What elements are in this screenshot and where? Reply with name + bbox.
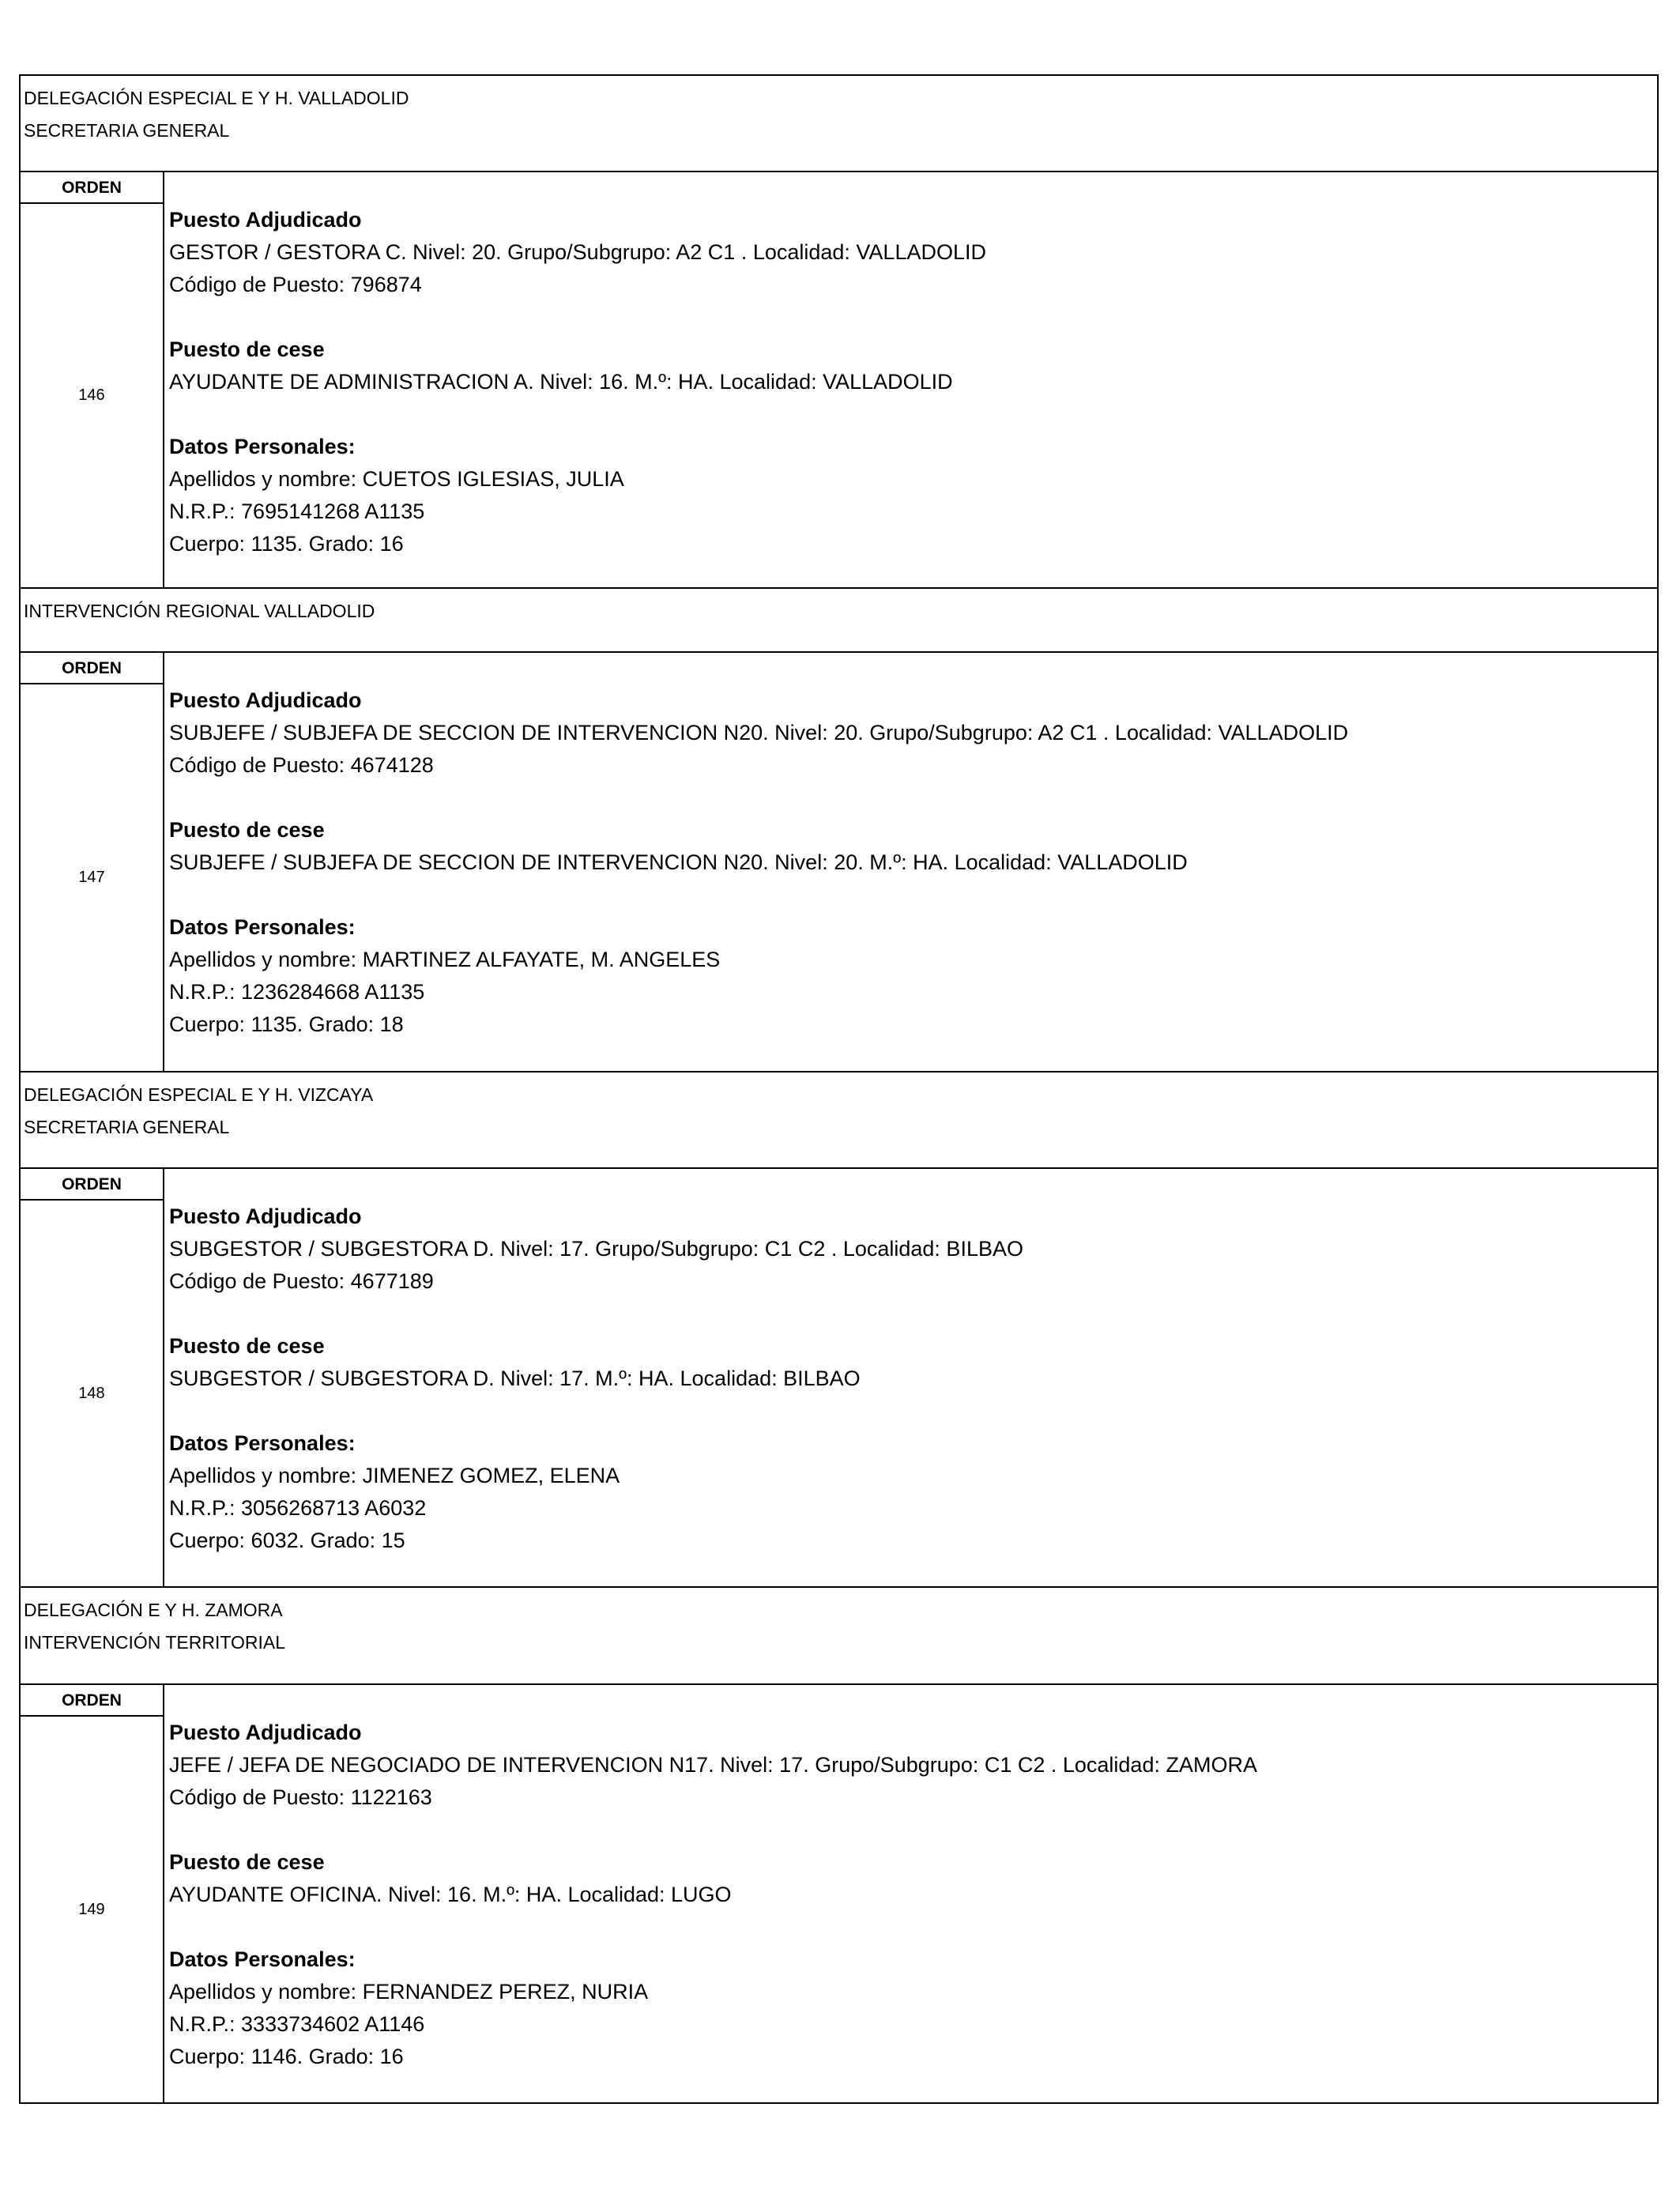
entry-row (19, 1683, 1659, 2102)
apellidos-nombre: Apellidos y nombre: JIMENEZ GOMEZ, ELENA (169, 1464, 620, 1487)
codigo-puesto: Código de Puesto: 4674128 (169, 753, 434, 777)
orden-header: ORDEN (21, 653, 163, 684)
cuerpo-grado: Cuerpo: 6032. Grado: 15 (169, 1529, 405, 1552)
datos-personales-section (169, 1427, 1652, 1557)
section-title: Puesto Adjudicado (169, 1721, 362, 1744)
orden-column (21, 1169, 164, 1586)
puesto-cese-section (169, 1330, 1652, 1395)
nrp: N.R.P.: 7695141268 A1135 (169, 499, 425, 523)
org-unit: SECRETARIA GENERAL (24, 1117, 230, 1137)
cuerpo-grado: Cuerpo: 1146. Grado: 16 (169, 2045, 404, 2068)
section-title: Puesto de cese (169, 818, 325, 842)
section-title: Datos Personales: (169, 915, 356, 939)
org-name: DELEGACIÓN ESPECIAL E Y H. VIZCAYA (24, 1084, 374, 1105)
section-title: Puesto de cese (169, 1334, 325, 1358)
apellidos-nombre: Apellidos y nombre: FERNANDEZ PEREZ, NURIA (169, 1980, 649, 2004)
entry-row (19, 1167, 1659, 1586)
apellidos-nombre: Apellidos y nombre: CUETOS IGLESIAS, JULIA (169, 467, 624, 491)
datos-personales-section (169, 1943, 1652, 2073)
puesto-cese: AYUDANTE OFICINA. Nivel: 16. M.º: HA. Localidad: LUGO (169, 1883, 732, 1906)
org-header (19, 1586, 1659, 1683)
puesto-adjudicado: SUBGESTOR / SUBGESTORA D. Nivel: 17. Grupo/Subgrupo: C1 C2 . Localidad: BILBAO (169, 1237, 1023, 1261)
puesto-cese-section (169, 814, 1652, 879)
org-name: INTERVENCIÓN REGIONAL VALLADOLID (24, 601, 375, 621)
orden-header: ORDEN (21, 172, 163, 204)
entry-content (164, 172, 1657, 587)
cuerpo-grado: Cuerpo: 1135. Grado: 16 (169, 532, 404, 556)
entry-row (19, 171, 1659, 587)
nrp: N.R.P.: 3333734602 A1146 (169, 2012, 425, 2036)
codigo-puesto: Código de Puesto: 4677189 (169, 1269, 434, 1293)
puesto-adjudicado-section (169, 1717, 1652, 1814)
puesto-cese: AYUDANTE DE ADMINISTRACION A. Nivel: 16. M.º: HA. Localidad: VALLADOLID (169, 370, 953, 394)
apellidos-nombre: Apellidos y nombre: MARTINEZ ALFAYATE, M. ANGELES (169, 948, 721, 971)
orden-number: 147 (78, 869, 105, 886)
section-title: Puesto Adjudicado (169, 208, 362, 232)
table-bottom-border (19, 2102, 1659, 2104)
puesto-adjudicado: SUBJEFE / SUBJEFA DE SECCION DE INTERVENCION N20. Nivel: 20. Grupo/Subgrupo: A2 C1 . Localidad: VALLADOLID (169, 721, 1349, 745)
puesto-adjudicado: JEFE / JEFA DE NEGOCIADO DE INTERVENCION N17. Nivel: 17. Grupo/Subgrupo: C1 C2 . Localidad: ZAMORA (169, 1753, 1257, 1777)
section-title: Puesto Adjudicado (169, 1204, 362, 1228)
puesto-cese-section (169, 1846, 1652, 1911)
puesto-adjudicado: GESTOR / GESTORA C. Nivel: 20. Grupo/Subgrupo: A2 C1 . Localidad: VALLADOLID (169, 240, 986, 264)
puesto-cese: SUBGESTOR / SUBGESTORA D. Nivel: 17. M.º: HA. Localidad: BILBAO (169, 1367, 861, 1390)
puesto-adjudicado-section (169, 684, 1652, 782)
cuerpo-grado: Cuerpo: 1135. Grado: 18 (169, 1012, 404, 1036)
entry-content (164, 1169, 1657, 1586)
section-title: Puesto de cese (169, 337, 325, 361)
org-header (19, 74, 1659, 171)
nrp: N.R.P.: 1236284668 A1135 (169, 980, 425, 1004)
orden-column (21, 1685, 164, 2102)
org-header (19, 587, 1659, 651)
section-title: Datos Personales: (169, 1431, 356, 1455)
org-name: DELEGACIÓN ESPECIAL E Y H. VALLADOLID (24, 88, 409, 108)
entry-row (19, 651, 1659, 1071)
entry-content (164, 653, 1657, 1071)
org-unit: INTERVENCIÓN TERRITORIAL (24, 1632, 286, 1653)
datos-personales-section (169, 431, 1652, 560)
section-title: Datos Personales: (169, 435, 356, 458)
puesto-adjudicado-section (169, 204, 1652, 301)
section-title: Datos Personales: (169, 1947, 356, 1971)
codigo-puesto: Código de Puesto: 1122163 (169, 1785, 432, 1809)
orden-number: 148 (78, 1384, 105, 1402)
datos-personales-section (169, 911, 1652, 1041)
nrp: N.R.P.: 3056268713 A6032 (169, 1496, 427, 1520)
orden-column (21, 653, 164, 1071)
puesto-cese-section (169, 334, 1652, 398)
orden-header: ORDEN (21, 1685, 163, 1717)
section-title: Puesto Adjudicado (169, 688, 362, 712)
entry-content (164, 1685, 1657, 2102)
org-name: DELEGACIÓN E Y H. ZAMORA (24, 1600, 283, 1620)
puesto-cese: SUBJEFE / SUBJEFA DE SECCION DE INTERVENCION N20. Nivel: 20. M.º: HA. Localidad: VALLADOLID (169, 850, 1188, 874)
orden-header: ORDEN (21, 1169, 163, 1201)
document-table (19, 74, 1659, 2104)
orden-number: 149 (78, 1900, 105, 1918)
orden-column (21, 172, 164, 587)
org-unit: SECRETARIA GENERAL (24, 120, 230, 141)
codigo-puesto: Código de Puesto: 796874 (169, 273, 422, 296)
org-header (19, 1071, 1659, 1167)
section-title: Puesto de cese (169, 1850, 325, 1874)
orden-number: 146 (78, 386, 105, 404)
puesto-adjudicado-section (169, 1201, 1652, 1298)
